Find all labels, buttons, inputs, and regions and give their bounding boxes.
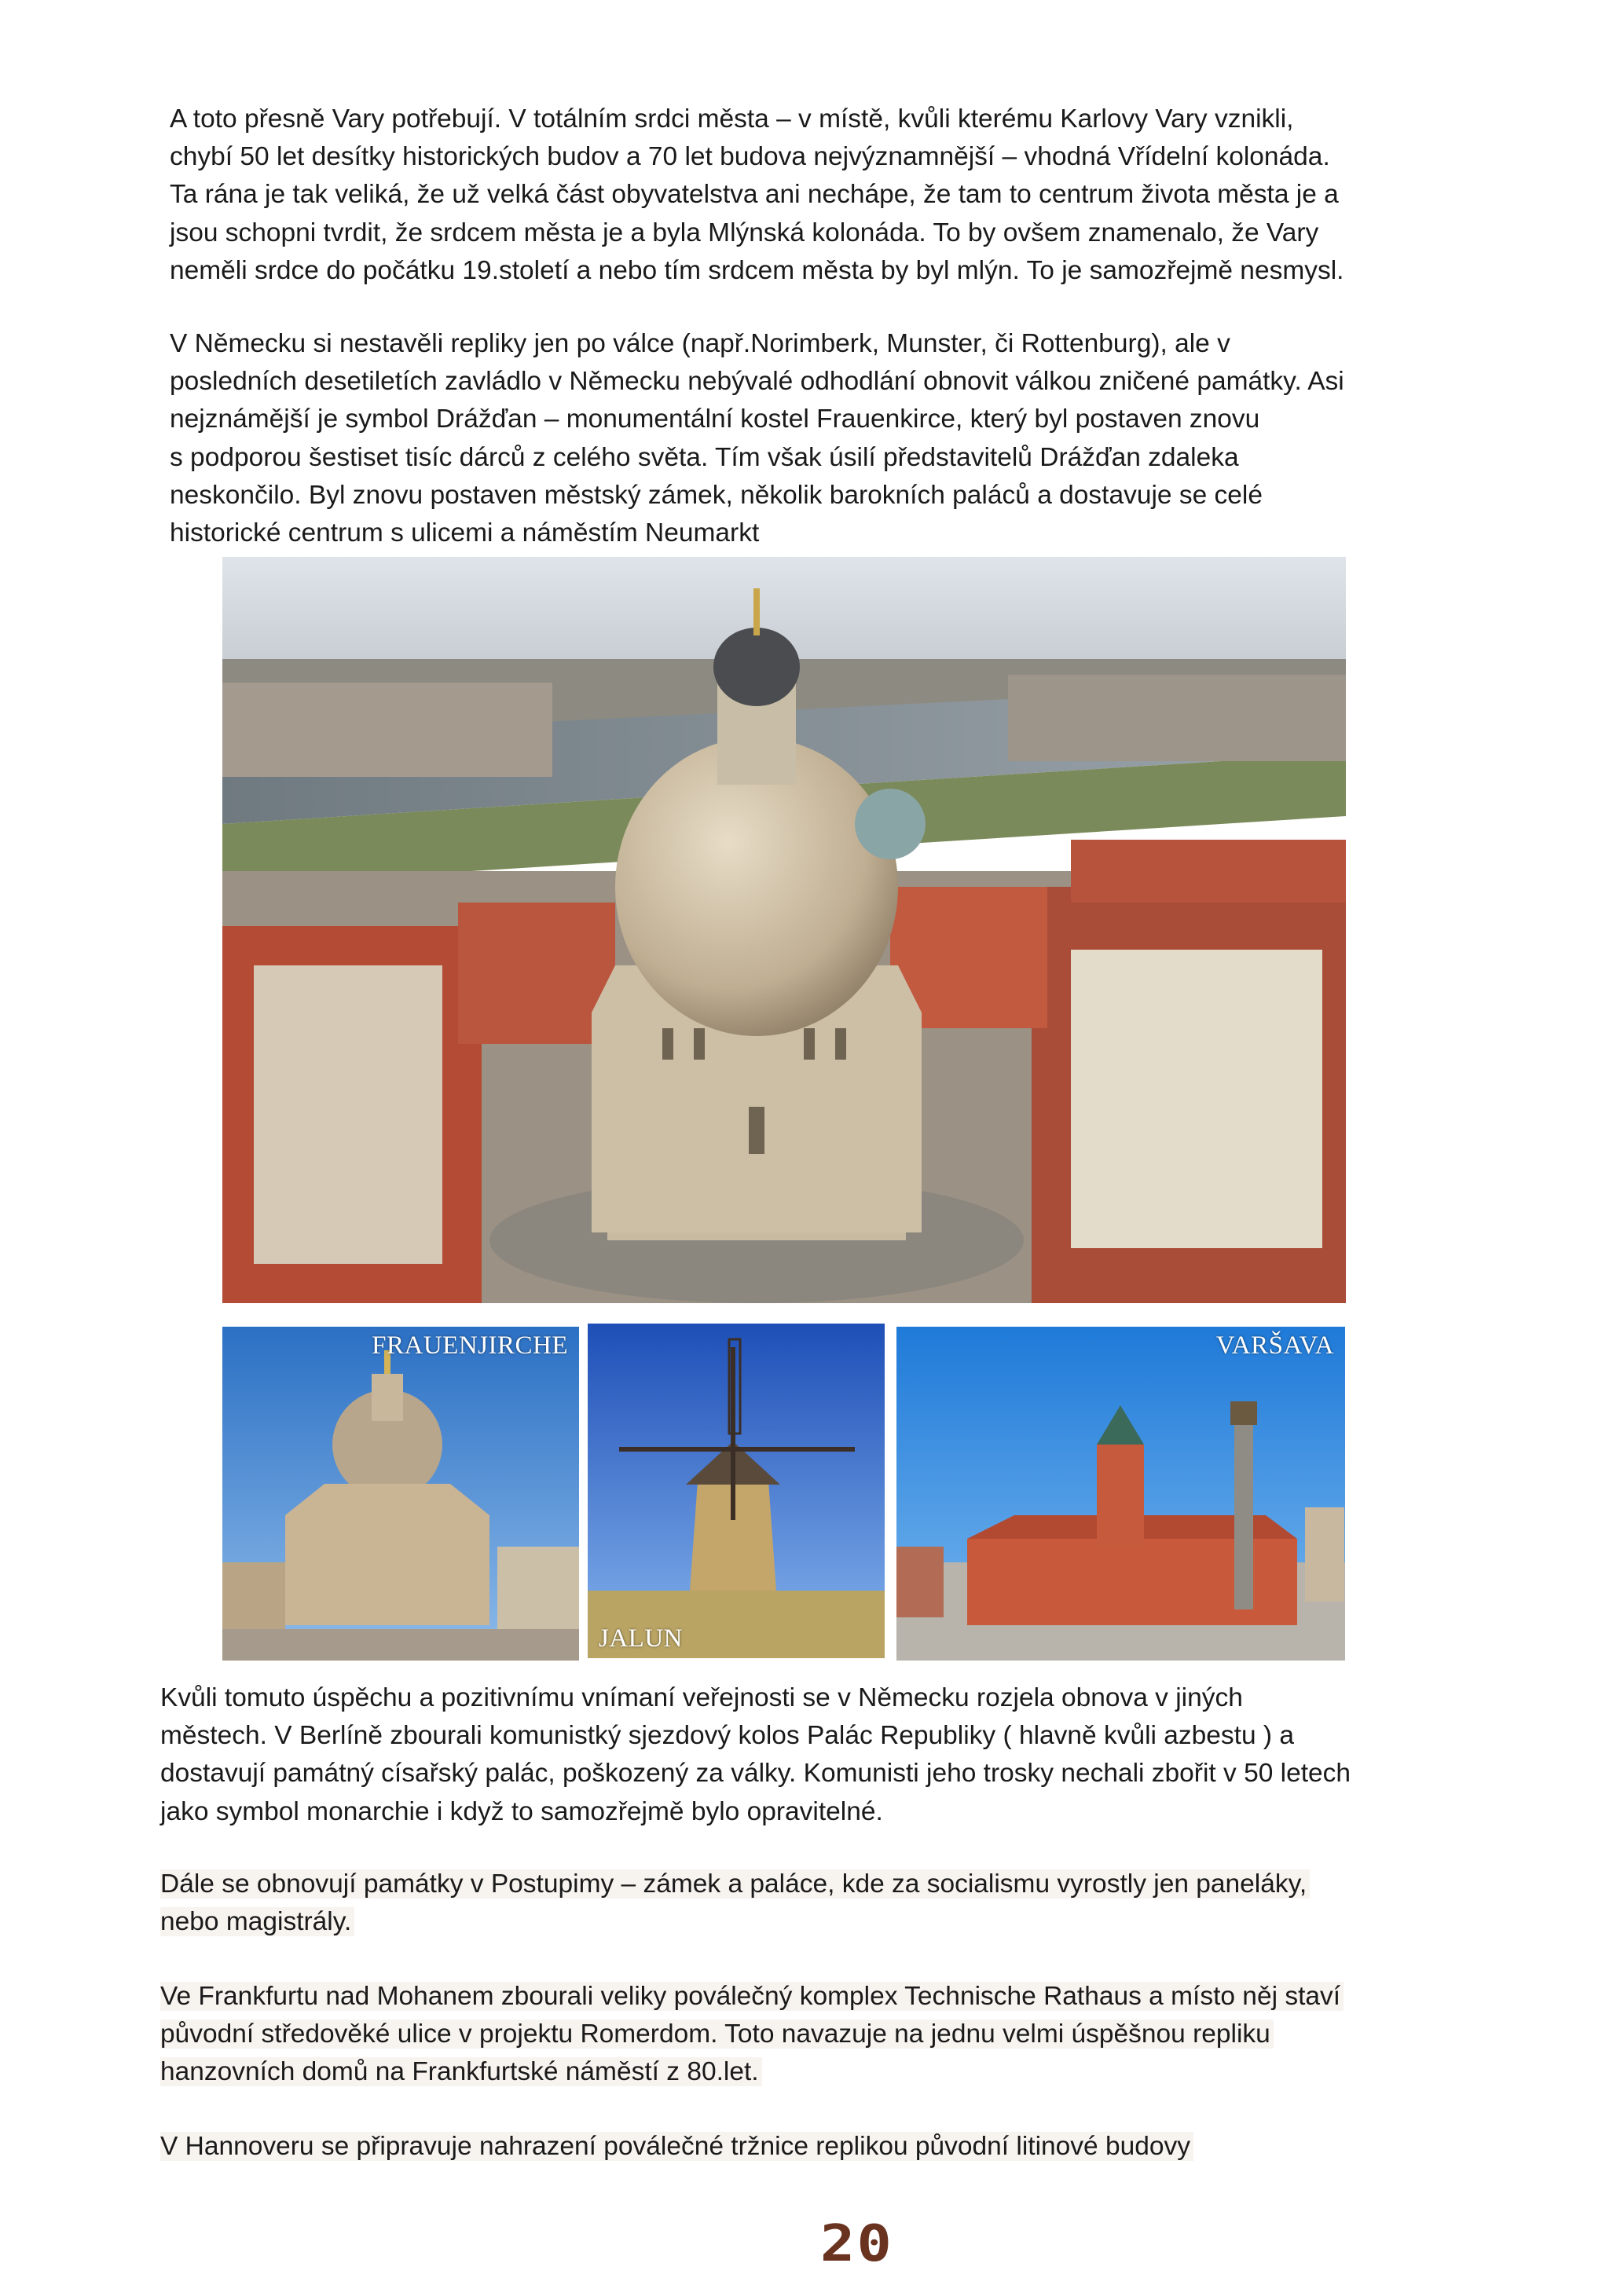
text-line: Dále se obnovují památky v Postupimy – zámek a paláce, kde za socialismu vyrostly jen paneláky, — [160, 1869, 1310, 1899]
text-line: chybí 50 let desítky historických budov a 70 let budova nejvýznamnější – vhodná Vřídelní kolonáda. — [170, 142, 1330, 172]
text-line: posledních desetiletích zavládlo v Německu nebývalé odhodlání obnovit válkou zničené památky. Asi — [170, 367, 1344, 397]
text-line: historické centrum s ulicemi a náměstím Neumarkt — [170, 518, 760, 548]
dresden-aerial-photo — [222, 557, 1346, 1303]
paragraph-potsdam — [160, 1866, 1310, 1941]
text-line: neměli srdce do počátku 19.století a nebo tím srdcem města by byl mlýn. To je samozřejmě nesmysl. — [170, 255, 1344, 285]
text-line: Kvůli tomuto úspěchu a pozitivnímu vnímaní veřejnosti se v Německu rozjela obnova v jiných — [160, 1683, 1243, 1712]
text-line: hanzovních domů na Frankfurtské náměstí z 80.let. — [160, 2057, 762, 2086]
text-line: V Hannoveru se připravuje nahrazení poválečné tržnice replikou původní litinové budovy — [160, 2132, 1193, 2161]
photo-caption: FRAUENJIRCHE — [372, 1331, 568, 1360]
text-line: nejznámější je symbol Drážďan – monumentální kostel Frauenkirce, který byl postaven znovu — [170, 405, 1260, 434]
text-line: dostavují památný císařský palác, poškozený za války. Komunisti jeho trosky nechali zbořit v 50 letech — [160, 1759, 1351, 1789]
photo-caption: JALUN — [599, 1624, 683, 1653]
text-line: Ve Frankfurtu nad Mohanem zbourali veliky poválečný komplex Technische Rathaus a místo něj staví — [160, 1982, 1344, 2011]
varsava-castle-photo — [896, 1327, 1345, 1661]
text-line: jako symbol monarchie i když to samozřejmě bylo opravitelné. — [160, 1796, 883, 1826]
text-line: V Německu si nestavěli repliky jen po válce (např.Norimberk, Munster, či Rottenburg), ale v — [170, 329, 1230, 358]
frauenkirche-photo — [222, 1327, 579, 1661]
jalun-windmill-photo — [588, 1324, 885, 1658]
paragraph-germany — [170, 325, 1344, 552]
paragraph-intro — [170, 101, 1344, 290]
text-line: městech. V Berlíně zbourali komunistký sjezdový kolos Palác Republiky ( hlavně kvůli azbestu ) a — [160, 1721, 1295, 1751]
paragraph-berlin — [160, 1679, 1351, 1831]
paragraph-frankfurt — [160, 1978, 1344, 2092]
paragraph-hannover — [160, 2128, 1193, 2166]
text-line: Ta rána je tak veliká, že už velká část obyvatelstva ani nechápe, že tam to centrum života města je a — [170, 180, 1339, 210]
text-line: neskončilo. Byl znovu postaven městský zámek, několik barokních paláců a dostavuje se celé — [170, 480, 1263, 510]
text-line: s podporou šestiset tisíc dárců z celého světa. Tím však úsilí představitelů Drážďan zdaleka — [170, 442, 1239, 472]
page-number: 20 — [819, 2215, 894, 2273]
text-line: jsou schopni tvrdit, že srdcem města je a byla Mlýnská kolonáda. To by ovšem znamenalo, že Vary — [170, 218, 1319, 247]
text-line: nebo magistrály. — [160, 1907, 354, 1936]
text-line: A toto přesně Vary potřebují. V totálním srdci města – v místě, kvůli kterému Karlovy Vary vznikli, — [170, 104, 1294, 134]
photo-caption: VARŠAVA — [1215, 1331, 1334, 1360]
text-line: původní středověké ulice v projektu Romerdom. Toto navazuje na jednu velmi úspěšnou repliku — [160, 2020, 1274, 2049]
